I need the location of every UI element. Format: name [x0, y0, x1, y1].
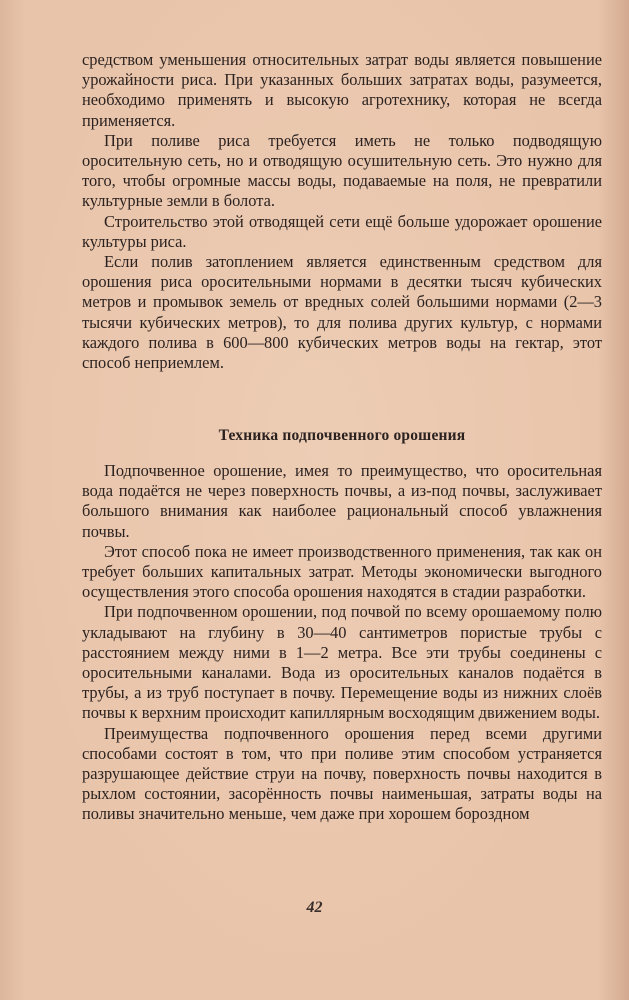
- paragraph-2: При поливе риса требуется иметь не только подводящую оросительную сеть, но и отводящую осушительную сеть. Это нужно для того, чтобы огромные массы воды, подаваемые на поля, не превратили культурные земли в болота.: [82, 130, 602, 211]
- paragraph-8: Преимущества подпочвенного орошения перед всеми другими способами состоят в том, что при поливе этим способом устраняется разрушающее действие струи на почву, поверхность почвы находится в рыхлом состоянии, засорённость почвы наименьшая, затраты воды на поливы значительно меньше, чем даже при хорошем бороздном: [82, 723, 602, 824]
- paragraph-4: Если полив затоплением является единственным средством для орошения риса оросительными нормами в десятки тысяч кубических метров и промывок земель от вредных солей большими нормами (2—3 тысячи кубических метров), то для полива других культур, с нормами каждого полива в 600—800 кубических метров воды на гектар, этот способ неприемлем.: [82, 252, 602, 373]
- text-block-bottom: [82, 461, 602, 825]
- paragraph-7: При подпочвенном орошении, под почвой по всему орошаемому полю укладывают на глубину в 30—40 сантиметров пористые трубы с расстоянием между ними в 1—2 метра. Все эти трубы соединены с оросительными каналами. Вода из оросительных каналов подаётся в трубы, а из труб поступает в почву. Перемещение воды из нижних слоёв почвы к верхним происходит капиллярным восходящим движением воды.: [82, 602, 602, 723]
- paragraph-1: средством уменьшения относительных затрат воды является повышение урожайности риса. При указанных больших затратах воды, разумеется, необходимо применять и высокую агротехнику, которая не всегда применяется.: [82, 50, 602, 130]
- page-number: 42: [306, 899, 323, 916]
- section-heading: Техника подпочвенного орошения: [218, 427, 466, 444]
- paragraph-6: Этот способ пока не имеет производственного применения, так как он требует больших капитальных затрат. Методы экономически выгодного осуществления этого способа орошения находятся в стадии разработки.: [82, 541, 602, 602]
- paragraph-5: Подпочвенное орошение, имея то преимущество, что оросительная вода подаётся не через поверхность почвы, а из-под почвы, заслуживает большого внимания как наиболее рациональный способ увлажнения почвы.: [82, 461, 602, 541]
- text-block-top: [82, 50, 602, 373]
- paragraph-3: Строительство этой отводящей сети ещё больше удорожает орошение культуры риса.: [82, 211, 602, 251]
